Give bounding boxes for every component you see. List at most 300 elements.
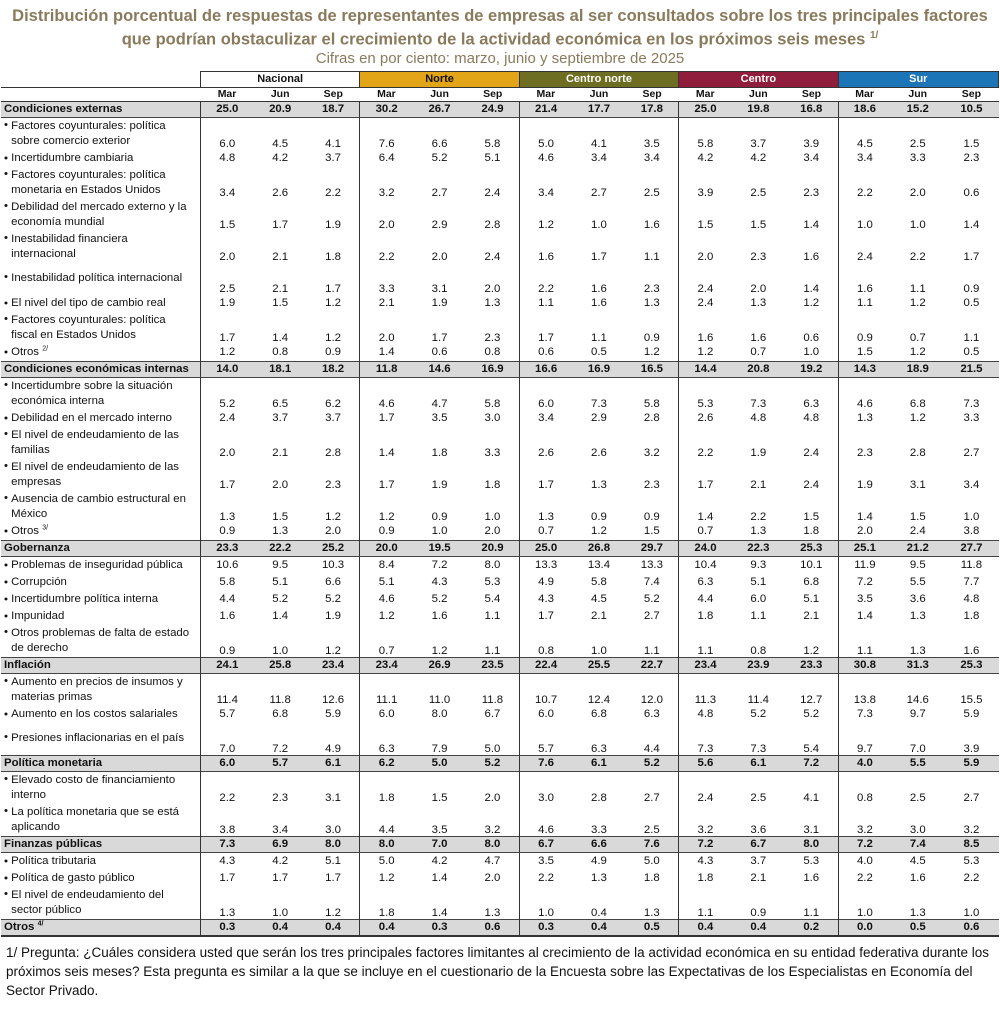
value-cell: 0.4 — [679, 919, 732, 936]
row-label — [1, 491, 200, 523]
value-cell: 2.1 — [750, 872, 767, 884]
value-cell: 1.3 — [591, 872, 607, 884]
value-cell: 23.9 — [732, 657, 785, 673]
value-cell: 1.6 — [591, 297, 607, 309]
value-cell: 1.6 — [519, 231, 572, 263]
value-cell: 1.3 — [591, 478, 607, 491]
row-label-text: Aumento en los costos salariales — [11, 707, 178, 720]
value-cell: 3.2 — [360, 167, 413, 199]
value-cell: 1.7 — [360, 459, 413, 491]
value-cell: 1.7 — [679, 459, 732, 491]
value-cell: 2.2 — [360, 231, 413, 263]
row-label-text: Factores coyunturales: política monetaria en Estados Unidos — [11, 168, 166, 196]
value-cell: 20.8 — [732, 361, 785, 377]
value-cell: 7.2 — [431, 559, 448, 571]
value-cell: 1.2 — [909, 297, 926, 309]
value-cell: 16.9 — [572, 361, 625, 377]
row-note: 2/ — [42, 345, 49, 353]
value-cell: 5.1 — [272, 576, 289, 588]
value-cell: 9.3 — [750, 559, 767, 571]
bullet-icon: • — [4, 708, 12, 721]
month-header: Jun — [732, 87, 785, 101]
month-header: Sep — [307, 87, 360, 101]
row-label — [1, 150, 200, 167]
value-cell: 1.1 — [963, 331, 980, 344]
value-cell: 2.1 — [272, 250, 289, 263]
value-cell: 7.0 — [909, 742, 926, 755]
value-cell: 0.5 — [963, 297, 980, 309]
row-label-text: Debilidad del mercado externo y la economía mundial — [11, 200, 187, 228]
value-cell: 1.0 — [272, 906, 289, 919]
value-cell: 17.7 — [572, 101, 625, 117]
value-cell: 0.6 — [944, 919, 998, 936]
value-cell: 1.9 — [431, 297, 448, 309]
value-cell: 1.3 — [643, 906, 660, 919]
value-cell: 2.6 — [591, 446, 607, 459]
value-cell: 1.7 — [519, 459, 572, 491]
value-cell: 22.2 — [254, 540, 307, 556]
row-label — [1, 361, 200, 377]
value-cell: 0.6 — [431, 346, 448, 358]
row-label — [1, 608, 200, 625]
row-label-text: El nivel del tipo de cambio real — [11, 296, 166, 309]
value-cell: 2.6 — [519, 427, 572, 459]
value-cell: 1.1 — [591, 331, 607, 344]
value-cell: 6.4 — [360, 150, 413, 167]
value-cell: 1.6 — [963, 644, 980, 657]
title-text: Distribución porcentual de respuestas de representantes de empresas al ser consultados sobre los tres principales factores que podrían obstaculizar el crecimiento de la actividad económica en los próximos seis meses — [12, 7, 988, 49]
value-cell: 1.1 — [679, 625, 732, 658]
table-row — [1, 199, 999, 231]
value-cell: 16.9 — [466, 361, 519, 377]
value-cell: 3.6 — [909, 593, 926, 605]
value-cell: 6.7 — [519, 836, 572, 852]
value-cell: 7.0 — [200, 723, 253, 756]
value-cell: 1.1 — [838, 625, 891, 658]
category-row — [1, 919, 999, 936]
row-label-text: Incertidumbre política interna — [11, 592, 159, 605]
value-cell: 0.7 — [360, 625, 413, 658]
value-cell: 4.6 — [519, 804, 572, 837]
value-cell: 0.4 — [572, 919, 625, 936]
value-cell: 3.7 — [750, 137, 767, 150]
month-header: Sep — [785, 87, 838, 101]
value-cell: 7.2 — [679, 836, 732, 852]
bullet-icon: • — [4, 674, 12, 687]
row-label-text: Política monetaria — [4, 756, 103, 769]
value-cell: 1.8 — [431, 446, 448, 459]
value-cell: 25.0 — [519, 540, 572, 556]
value-cell: 1.3 — [909, 610, 926, 622]
table-body — [1, 101, 999, 936]
value-cell: 2.0 — [325, 525, 341, 537]
value-cell: 30.2 — [360, 101, 413, 117]
bullet-icon: • — [4, 625, 12, 638]
value-cell: 4.3 — [200, 852, 253, 870]
bullet-icon: • — [4, 412, 12, 425]
month-header: Jun — [891, 87, 944, 101]
row-label — [1, 410, 200, 427]
bullet-icon: • — [4, 297, 12, 310]
value-cell: 11.9 — [838, 556, 891, 574]
value-cell: 2.7 — [963, 791, 980, 804]
value-cell: 4.2 — [679, 150, 732, 167]
region-header-centro-norte: Centro norte — [519, 71, 678, 87]
value-cell: 11.8 — [360, 361, 413, 377]
value-cell: 11.1 — [360, 673, 413, 706]
bullet-icon: • — [4, 731, 12, 743]
value-cell: 1.2 — [325, 331, 341, 344]
value-cell: 2.0 — [484, 525, 501, 537]
value-cell: 2.0 — [484, 791, 501, 804]
value-cell: 5.8 — [643, 397, 660, 410]
value-cell: 1.4 — [431, 872, 448, 884]
value-cell: 0.5 — [626, 919, 679, 936]
value-cell: 10.4 — [679, 556, 732, 574]
value-cell: 0.9 — [643, 510, 660, 523]
row-label — [1, 919, 200, 936]
month-header-row — [1, 87, 999, 101]
value-cell: 2.7 — [643, 791, 660, 804]
value-cell: 26.9 — [413, 657, 466, 673]
row-label-text: Condiciones externas — [4, 102, 123, 115]
value-cell: 1.3 — [909, 644, 926, 657]
value-cell: 6.5 — [272, 397, 289, 410]
table-row — [1, 852, 999, 870]
value-cell: 1.8 — [360, 771, 413, 804]
value-cell: 3.1 — [803, 823, 820, 836]
value-cell: 2.2 — [750, 510, 767, 523]
value-cell: 5.5 — [891, 755, 944, 771]
value-cell: 4.2 — [431, 855, 448, 867]
table-row — [1, 591, 999, 608]
value-cell: 2.0 — [200, 231, 253, 263]
value-cell: 30.8 — [838, 657, 891, 673]
value-cell: 1.9 — [838, 459, 891, 491]
value-cell: 3.5 — [838, 591, 891, 608]
value-cell: 20.9 — [254, 101, 307, 117]
value-cell: 5.0 — [360, 852, 413, 870]
row-label-text: El nivel de endeudamiento del sector público — [11, 888, 164, 916]
value-cell: 20.0 — [360, 540, 413, 556]
value-cell: 2.2 — [679, 427, 732, 459]
value-cell: 0.8 — [484, 346, 501, 358]
row-label — [1, 836, 200, 852]
row-label — [1, 263, 200, 295]
value-cell: 1.4 — [360, 427, 413, 459]
value-cell: 1.8 — [643, 872, 660, 884]
value-cell: 2.4 — [484, 186, 501, 199]
value-cell: 2.4 — [484, 250, 501, 263]
value-cell: 6.2 — [360, 755, 413, 771]
value-cell: 1.6 — [200, 608, 253, 625]
value-cell: 1.2 — [431, 644, 448, 657]
value-cell: 2.5 — [909, 137, 926, 150]
value-cell: 22.4 — [519, 657, 572, 673]
value-cell: 7.6 — [360, 117, 413, 150]
value-cell: 7.9 — [431, 742, 448, 755]
value-cell: 2.5 — [750, 186, 767, 199]
value-cell: 0.4 — [307, 919, 360, 936]
table-row — [1, 706, 999, 723]
row-label-text: Política de gasto público — [11, 871, 135, 884]
value-cell: 0.9 — [963, 282, 980, 295]
value-cell: 0.6 — [519, 344, 572, 362]
value-cell: 0.9 — [643, 331, 660, 344]
value-cell: 6.0 — [750, 593, 767, 605]
row-label — [1, 459, 200, 491]
row-label — [1, 591, 200, 608]
value-cell: 1.0 — [909, 218, 926, 231]
row-label — [1, 377, 200, 410]
value-cell: 4.6 — [519, 150, 572, 167]
value-cell: 2.2 — [200, 771, 253, 804]
row-label — [1, 870, 200, 887]
value-cell: 1.7 — [591, 250, 607, 263]
value-cell: 0.9 — [838, 312, 891, 344]
value-cell: 2.4 — [803, 446, 820, 459]
row-label-text: Gobernanza — [4, 541, 70, 554]
value-cell: 1.3 — [909, 906, 926, 919]
value-cell: 2.3 — [484, 331, 501, 344]
value-cell: 20.9 — [466, 540, 519, 556]
value-cell: 1.3 — [272, 525, 289, 537]
value-cell: 0.4 — [591, 906, 607, 919]
value-cell: 2.2 — [325, 186, 341, 199]
value-cell: 1.6 — [909, 872, 926, 884]
value-cell: 2.7 — [431, 186, 448, 199]
value-cell: 0.8 — [838, 771, 891, 804]
row-label — [1, 887, 200, 920]
value-cell: 3.0 — [325, 823, 341, 836]
value-cell: 2.4 — [679, 263, 732, 295]
value-cell: 3.5 — [431, 823, 448, 836]
value-cell: 1.5 — [431, 791, 448, 804]
value-cell: 13.4 — [587, 559, 611, 571]
value-cell: 2.4 — [200, 410, 253, 427]
row-label-text: Otros — [11, 524, 40, 537]
bullet-icon: • — [4, 576, 12, 589]
value-cell: 0.5 — [963, 346, 980, 358]
bullet-icon: • — [4, 427, 12, 440]
table-row — [1, 263, 999, 295]
value-cell: 3.3 — [909, 152, 926, 164]
value-cell: 23.4 — [307, 657, 360, 673]
value-cell: 6.0 — [200, 755, 253, 771]
value-cell: 1.5 — [963, 137, 980, 150]
bullet-icon: • — [4, 199, 12, 212]
value-cell: 1.9 — [325, 610, 341, 622]
row-label-text: El nivel de endeudamiento de las empresas — [11, 460, 179, 488]
value-cell: 19.8 — [732, 101, 785, 117]
value-cell: 5.2 — [431, 593, 448, 605]
value-cell: 7.6 — [519, 755, 572, 771]
value-cell: 4.7 — [431, 397, 448, 410]
value-cell: 4.8 — [803, 412, 820, 424]
value-cell: 8.0 — [307, 836, 360, 852]
value-cell: 2.4 — [679, 295, 732, 312]
value-cell: 7.2 — [785, 755, 838, 771]
page-title — [0, 0, 1000, 50]
row-label — [1, 771, 200, 804]
value-cell: 3.2 — [484, 823, 501, 836]
value-cell: 4.5 — [838, 117, 891, 150]
value-cell: 9.5 — [909, 559, 926, 571]
value-cell: 1.0 — [838, 199, 891, 231]
value-cell: 3.7 — [272, 412, 289, 424]
value-cell: 1.6 — [643, 218, 660, 231]
value-cell: 15.5 — [960, 693, 983, 706]
value-cell: 0.8 — [750, 644, 767, 657]
value-cell: 5.2 — [200, 377, 253, 410]
value-cell: 1.2 — [909, 412, 926, 424]
table-row — [1, 377, 999, 410]
value-cell: 5.0 — [413, 755, 466, 771]
value-cell: 22.7 — [626, 657, 679, 673]
bullet-icon: • — [4, 772, 12, 785]
value-cell: 0.3 — [413, 919, 466, 936]
category-row — [1, 657, 999, 673]
row-label — [1, 673, 200, 706]
value-cell: 1.1 — [484, 610, 501, 622]
value-cell: 2.2 — [519, 870, 572, 887]
value-cell: 11.4 — [747, 693, 769, 706]
value-cell: 1.7 — [200, 459, 253, 491]
value-cell: 2.8 — [909, 446, 926, 459]
row-label-text: Corrupción — [11, 575, 67, 588]
value-cell: 10.7 — [519, 673, 572, 706]
value-cell: 10.5 — [944, 101, 998, 117]
value-cell: 3.4 — [272, 823, 289, 836]
row-label — [1, 231, 200, 263]
value-cell: 9.7 — [838, 723, 891, 756]
value-cell: 25.0 — [679, 101, 732, 117]
bullet-icon: • — [4, 559, 12, 572]
value-cell: 23.5 — [466, 657, 519, 673]
value-cell: 4.6 — [360, 377, 413, 410]
value-cell: 2.3 — [838, 427, 891, 459]
value-cell: 2.0 — [909, 186, 926, 199]
value-cell: 5.0 — [519, 117, 572, 150]
value-cell: 1.5 — [750, 218, 767, 231]
table-row — [1, 459, 999, 491]
value-cell: 3.5 — [643, 137, 660, 150]
value-cell: 5.1 — [325, 855, 341, 867]
value-cell: 2.0 — [838, 523, 891, 541]
bullet-icon: • — [4, 459, 12, 472]
value-cell: 2.1 — [750, 478, 767, 491]
value-cell: 7.4 — [891, 836, 944, 852]
value-cell: 14.3 — [838, 361, 891, 377]
value-cell: 25.5 — [572, 657, 625, 673]
value-cell: 0.9 — [200, 625, 253, 658]
value-cell: 3.9 — [679, 167, 732, 199]
value-cell: 6.7 — [484, 708, 501, 720]
row-label — [1, 167, 200, 199]
value-cell: 4.3 — [519, 591, 572, 608]
value-cell: 3.3 — [360, 263, 413, 295]
page-subtitle: Cifras en por ciento: marzo, junio y septiembre de 2025 — [315, 49, 685, 67]
value-cell: 0.3 — [519, 919, 572, 936]
value-cell: 5.1 — [484, 152, 501, 164]
region-header-nacional: Nacional — [200, 71, 359, 87]
value-cell: 1.0 — [963, 510, 980, 523]
row-label-text: Inestabilidad financiera internacional — [11, 232, 128, 260]
bullet-icon: • — [4, 346, 12, 359]
value-cell: 2.8 — [591, 791, 607, 804]
value-cell: 5.2 — [750, 708, 767, 720]
bullet-icon: • — [4, 312, 12, 325]
value-cell: 1.4 — [360, 344, 413, 362]
value-cell: 12.4 — [587, 693, 611, 706]
value-cell: 2.2 — [519, 263, 572, 295]
value-cell: 1.2 — [325, 644, 341, 657]
row-label — [1, 706, 200, 723]
value-cell: 24.9 — [466, 101, 519, 117]
region-header-sur: Sur — [838, 71, 998, 87]
value-cell: 12.7 — [800, 693, 823, 706]
value-cell: 1.0 — [838, 887, 891, 920]
value-cell: 1.7 — [963, 250, 980, 263]
value-cell: 1.6 — [591, 282, 607, 295]
row-note: 4/ — [37, 920, 44, 928]
value-cell: 4.9 — [519, 574, 572, 591]
value-cell: 0.9 — [750, 906, 767, 919]
value-cell: 1.2 — [591, 525, 607, 537]
table-row — [1, 608, 999, 625]
value-cell: 5.7 — [200, 706, 253, 723]
category-row — [1, 101, 999, 117]
value-cell: 1.0 — [431, 525, 448, 537]
table-row — [1, 491, 999, 523]
value-cell: 11.8 — [269, 693, 291, 706]
table-row — [1, 723, 999, 756]
value-cell: 2.4 — [679, 771, 732, 804]
bullet-icon: • — [4, 378, 12, 391]
row-label — [1, 199, 200, 231]
value-cell: 6.8 — [272, 708, 289, 720]
value-cell: 1.1 — [484, 644, 501, 657]
value-cell: 5.3 — [803, 855, 820, 867]
value-cell: 5.2 — [431, 152, 448, 164]
value-cell: 5.7 — [254, 755, 307, 771]
value-cell: 0.2 — [785, 919, 838, 936]
value-cell: 7.2 — [838, 836, 891, 852]
value-cell: 10.3 — [321, 559, 345, 571]
value-cell: 2.2 — [838, 167, 891, 199]
value-cell: 16.8 — [785, 101, 838, 117]
value-cell: 7.7 — [963, 576, 980, 588]
value-cell: 2.9 — [431, 218, 448, 231]
value-cell: 4.2 — [750, 152, 767, 164]
value-cell: 4.9 — [591, 855, 607, 867]
value-cell: 3.0 — [519, 771, 572, 804]
value-cell: 6.3 — [591, 742, 607, 755]
value-cell: 2.5 — [909, 791, 926, 804]
value-cell: 1.6 — [838, 263, 891, 295]
value-cell: 3.1 — [325, 791, 341, 804]
value-cell: 4.4 — [679, 591, 732, 608]
row-label — [1, 117, 200, 150]
value-cell: 3.5 — [431, 412, 448, 424]
row-label-text: Presiones inflacionarias en el país — [11, 732, 185, 744]
value-cell: 4.3 — [431, 576, 448, 588]
value-cell: 5.3 — [484, 576, 501, 588]
row-label — [1, 344, 200, 362]
value-cell: 1.9 — [750, 446, 767, 459]
month-header: Sep — [466, 87, 519, 101]
value-cell: 2.0 — [431, 250, 448, 263]
